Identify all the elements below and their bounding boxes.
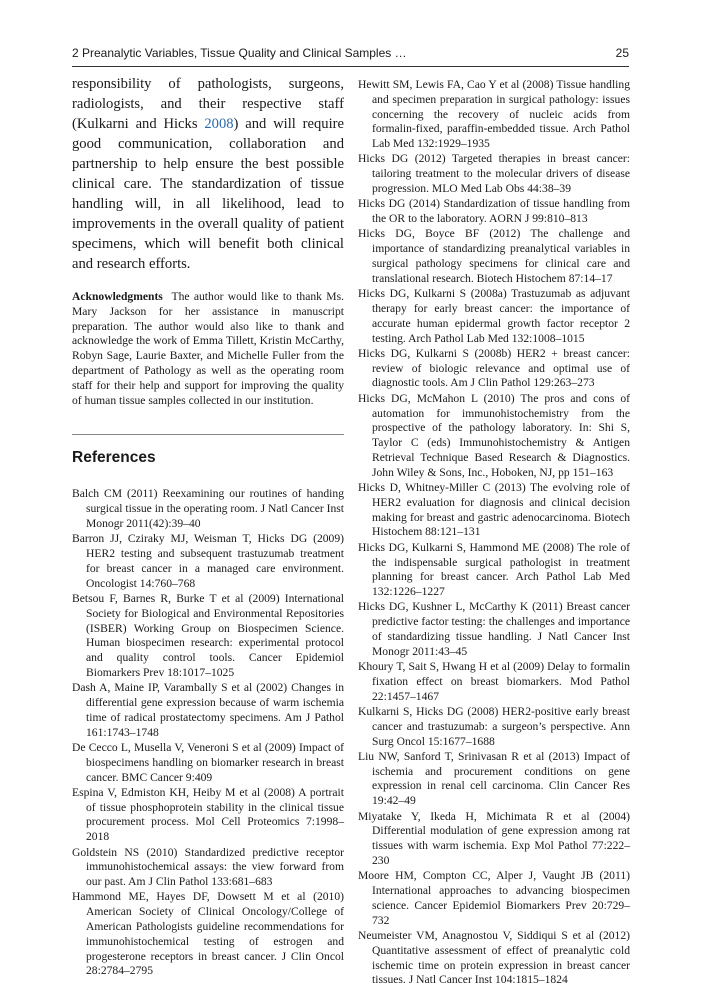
references-list-left <box>72 487 344 979</box>
references-list-right <box>358 78 630 988</box>
reference-item: Betsou F, Barnes R, Burke T et al (2009) International Society for Biological and Environmental Repositories (ISBER) Working Group on Biospecimen Science. Human biospecimen research: experimental protocol and quality control tools. Cancer Epidemiol Biomarkers Prev 18:1017–1025 <box>72 591 344 679</box>
reference-item: Goldstein NS (2010) Standardized predictive receptor immunohistochemical assays: the view forward from our past. Am J Clin Pathol 133:681–683 <box>72 845 344 889</box>
right-column <box>358 78 630 989</box>
acknowledgments <box>72 290 344 408</box>
reference-item: Hicks DG, Kulkarni S (2008a) Trastuzumab as adjuvant therapy for early breast cancer: the importance of accurate human epidermal growth factor receptor 2 testing. Arch Pathol Lab Med 132:1008–1015 <box>358 287 630 345</box>
reference-item: Hicks DG, McMahon L (2010) The pros and cons of automation for immunohistochemistry from the prospective of the pathology laboratory. In: Shi S, Taylor C (eds) Immunohistochemistry & Antigen Retrieval Technique Based Research & Diagnostics. John Wiley & Sons, Inc., Hoboken, NJ, pp 151–163 <box>358 391 630 479</box>
acknowledgments-text: The author would like to thank Ms. Mary Jackson for her assistance in manuscript preparation. The author would also like to thank and acknowledge the work of Emma Tillett, Kristin McCarthy, Robyn Sage, Laurie Baxter, and Michelle Fuller from the department of Pathology as well as the operating room staff for their help and support for improving the quality of human tissue samples collected in our institution. <box>72 290 344 407</box>
reference-item: Barron JJ, Cziraky MJ, Weisman T, Hicks DG (2009) HER2 testing and subsequent trastuzumab treatment for breast cancer in a managed care environment. Oncologist 14:760–768 <box>72 532 344 590</box>
reference-item: Miyatake Y, Ikeda H, Michimata R et al (2004) Differential modulation of gene expression among rat tissues with warm ischemia. Exp Mol Pathol 77:222–230 <box>358 809 630 867</box>
references-heading: References <box>72 449 156 467</box>
acknowledgments-heading: Acknowledgments <box>72 290 163 303</box>
reference-item: Balch CM (2011) Reexamining our routines of handing surgical tissue in the operating room. J Natl Cancer Inst Monogr 2011(42):39–40 <box>72 487 345 530</box>
reference-item: Hicks DG (2012) Targeted therapies in breast cancer: tailoring treatment to the molecular drivers of disease progression. MLO Med Lab Obs 44:38–39 <box>358 152 630 196</box>
section-divider <box>72 434 344 435</box>
page-number: 25 <box>615 46 629 60</box>
body-paragraph <box>72 74 344 274</box>
reference-item: Liu NW, Sanford T, Srinivasan R et al (2013) Impact of ischemia and procurement conditions on gene expression in renal cell carcinoma. Clin Cancer Res 19:42–49 <box>358 749 630 808</box>
reference-item: Espina V, Edmiston KH, Heiby M et al (2008) A portrait of tissue phosphoprotein stability in the clinical tissue procurement process. Mol Cell Proteomics 7:1998–2018 <box>72 785 344 844</box>
body-text-end: ) and will require good communication, collaboration and partnership to help ensure the best possible clinical care. The standardization of tissue handling will, in all likelihood, lead to improvements in the overall quality of patient specimens, which will benefit both clinical and research efforts. <box>72 116 344 272</box>
reference-item: Moore HM, Compton CC, Alper J, Vaught JB (2011) International approaches to advancing biospecimen science. Cancer Epidemiol Biomarkers Prev 20:729–732 <box>358 869 630 927</box>
chapter-title: 2 Preanalytic Variables, Tissue Quality and Clinical Samples … <box>72 46 407 60</box>
reference-item: Hicks DG, Kushner L, McCarthy K (2011) Breast cancer predictive factor testing: the challenges and importance of standardizing tissue handling. J Natl Cancer Inst Monogr 2011:43–45 <box>358 600 630 658</box>
reference-item: De Cecco L, Musella V, Veneroni S et al (2009) Impact of biospecimens handling on biomarker research in breast cancer. BMC Cancer 9:409 <box>72 740 344 784</box>
reference-item: Hicks DG, Kulkarni S, Hammond ME (2008) The role of the indispensable surgical pathologist in treatment planning for breast cancer. Arch Pathol Lab Med 132:1226–1227 <box>358 540 630 599</box>
header-rule <box>72 66 629 67</box>
citation-link[interactable]: 2008 <box>204 116 234 132</box>
reference-item: Hammond ME, Hayes DF, Dowsett M et al (2010) American Society of Clinical Oncology/College of American Pathologists guideline recommendations for immunohistochemical testing of estrogen and progesterone receptors in breast cancer. J Clin Oncol 28:2784–2795 <box>72 890 344 978</box>
reference-item: Hicks D, Whitney-Miller C (2013) The evolving role of HER2 evaluation for diagnosis and clinical decision making for breast and gastric adenocarcinoma. Biotech Histochem 88:121–131 <box>358 481 630 539</box>
reference-item: Neumeister VM, Anagnostou V, Siddiqui S et al (2012) Quantitative assessment of effect of preanalytic cold ischemic time on protein expression in breast cancer tissues. J Natl Cancer Inst 104:1815–1824 <box>358 928 630 987</box>
reference-item: Hicks DG, Boyce BF (2012) The challenge and importance of standardizing preanalytical variables in surgical pathology specimens for clinical care and translational research. Biotech Histochem 87:14–17 <box>358 227 630 285</box>
reference-item: Khoury T, Sait S, Hwang H et al (2009) Delay to formalin fixation effect on breast biomarkers. Mod Pathol 22:1457–1467 <box>358 660 630 703</box>
left-column <box>72 74 344 980</box>
body-text-start: responsibility of pathologists, surgeons, radiologists, and their respective staff (Kulkarni and Hicks <box>72 76 344 132</box>
reference-item: Dash A, Maine IP, Varambally S et al (2002) Changes in differential gene expression because of warm ischemia time of radical prostatectomy specimens. Am J Pathol 161:1743–1748 <box>72 681 344 739</box>
reference-item: Hewitt SM, Lewis FA, Cao Y et al (2008) Tissue handling and specimen preparation in surgical pathology: issues concerning the recovery of nucleic acids from formalin-fixed, paraffin-embedded tissue. Arch Pathol Lab Med 132:1929–1935 <box>358 78 630 151</box>
running-head <box>72 46 629 66</box>
reference-item: Hicks DG (2014) Standardization of tissue handling from the OR to the laboratory. AORN J 99:810–813 <box>358 197 630 226</box>
reference-item: Hicks DG, Kulkarni S (2008b) HER2 + breast cancer: review of biologic relevance and optimal use of diagnostic tools. Am J Clin Pathol 129:263–273 <box>358 346 630 390</box>
reference-item: Kulkarni S, Hicks DG (2008) HER2-positive early breast cancer and trastuzumab: a surgeon’s perspective. Ann Surg Oncol 15:1677–1688 <box>358 704 630 748</box>
